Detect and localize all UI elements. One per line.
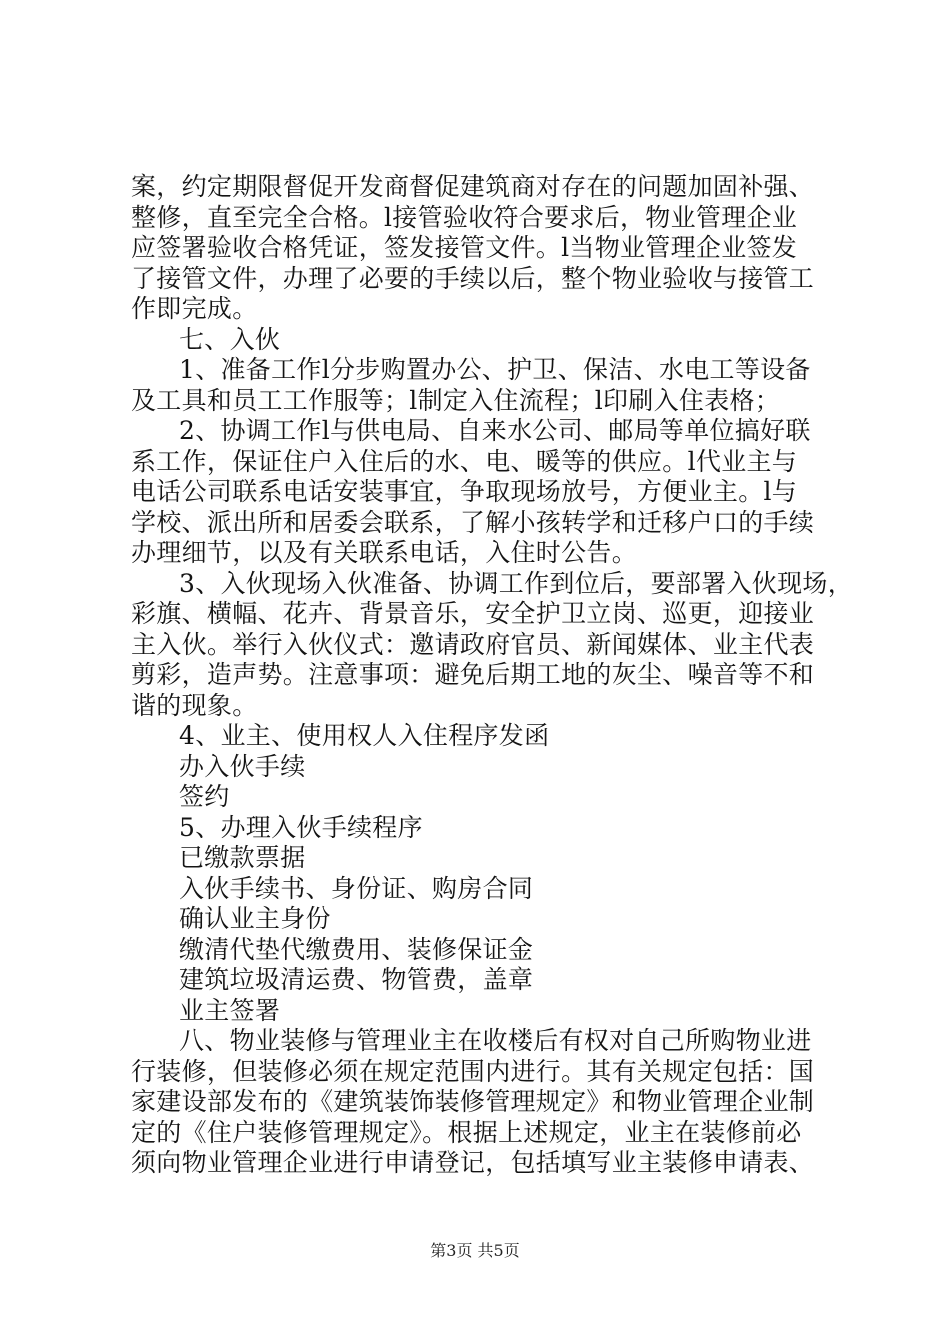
text-line: 了接管文件，办理了必要的手续以后，整个物业验收与接管工 bbox=[131, 263, 815, 293]
text-line: 确认业主身份 bbox=[179, 904, 331, 933]
text-line: 办入伙手续 bbox=[179, 751, 306, 781]
document-body bbox=[131, 172, 854, 1179]
text-line: 须向物业管理企业进行申请登记，包括填写业主装修申请表、 bbox=[131, 1148, 815, 1177]
text-line: 已缴款票据 bbox=[179, 843, 306, 872]
text-line: 5、办理入伙手续程序 bbox=[179, 812, 423, 842]
text-line: 系工作，保证住户入住后的水、电、暖等的供应。l代业主与 bbox=[131, 446, 798, 476]
text-line: 作即完成。 bbox=[131, 294, 258, 323]
text-line: 家建设部发布的《建筑装饰装修管理规定》和物业管理企业制 bbox=[131, 1087, 815, 1116]
text-line: 学校、派出所和居委会联系，了解小孩转学和迁移户口的手续 bbox=[131, 507, 815, 537]
text-line: 案，约定期限督促开发商督促建筑商对存在的问题加固补强、 bbox=[131, 172, 815, 201]
text-line: 3、入伙现场入伙准备、协调工作到位后，要部署入伙现场， bbox=[179, 568, 854, 598]
text-line: 八、物业装修与管理业主在收楼后有权对自己所购物业进 bbox=[179, 1026, 812, 1055]
text-line: 彩旗、横幅、花卉、背景音乐，安全护卫立岗、巡更，迎接业 bbox=[131, 599, 815, 628]
text-line: 应签署验收合格凭证，签发接管文件。l当物业管理企业签发 bbox=[131, 233, 798, 262]
text-line: 签约 bbox=[179, 782, 230, 811]
text-line: 电话公司联系电话安装事宜，争取现场放号，方便业主。l与 bbox=[131, 477, 798, 506]
text-line: 剪彩，造声势。注意事项：避免后期工地的灰尘、噪音等不和 bbox=[131, 660, 815, 689]
text-line: 整修，直至完全合格。l接管验收符合要求后，物业管理企业 bbox=[131, 202, 798, 232]
text-line: 办理细节，以及有关联系电话，入住时公告。 bbox=[131, 538, 638, 567]
text-line: 1、准备工作l分步购置办公、护卫、保洁、水电工等设备 bbox=[179, 355, 811, 384]
text-line: 及工具和员工工作服等；l制定入住流程；l印刷入住表格； bbox=[131, 385, 781, 415]
text-line: 缴清代垫代缴费用、装修保证金 bbox=[179, 934, 534, 964]
text-line: 七、入伙 bbox=[179, 324, 281, 354]
text-line: 2、协调工作l与供电局、自来水公司、邮局等单位搞好联 bbox=[179, 416, 811, 445]
page-footer: 第3页 共5页 bbox=[430, 1241, 520, 1260]
text-line: 业主签署 bbox=[179, 995, 281, 1025]
text-line: 谐的现象。 bbox=[131, 690, 258, 720]
text-line: 建筑垃圾清运费、物管费，盖章 bbox=[179, 965, 534, 994]
text-line: 主入伙。举行入伙仪式：邀请政府官员、新闻媒体、业主代表 bbox=[131, 629, 815, 659]
text-line: 行装修，但装修必须在规定范围内进行。其有关规定包括：国 bbox=[131, 1056, 815, 1086]
text-line: 入伙手续书、身份证、购房合同 bbox=[179, 873, 534, 903]
text-line: 4、业主、使用权人入住程序发函 bbox=[179, 721, 550, 750]
text-line: 定的《住户装修管理规定》。根据上述规定，业主在装修前必 bbox=[131, 1117, 802, 1147]
